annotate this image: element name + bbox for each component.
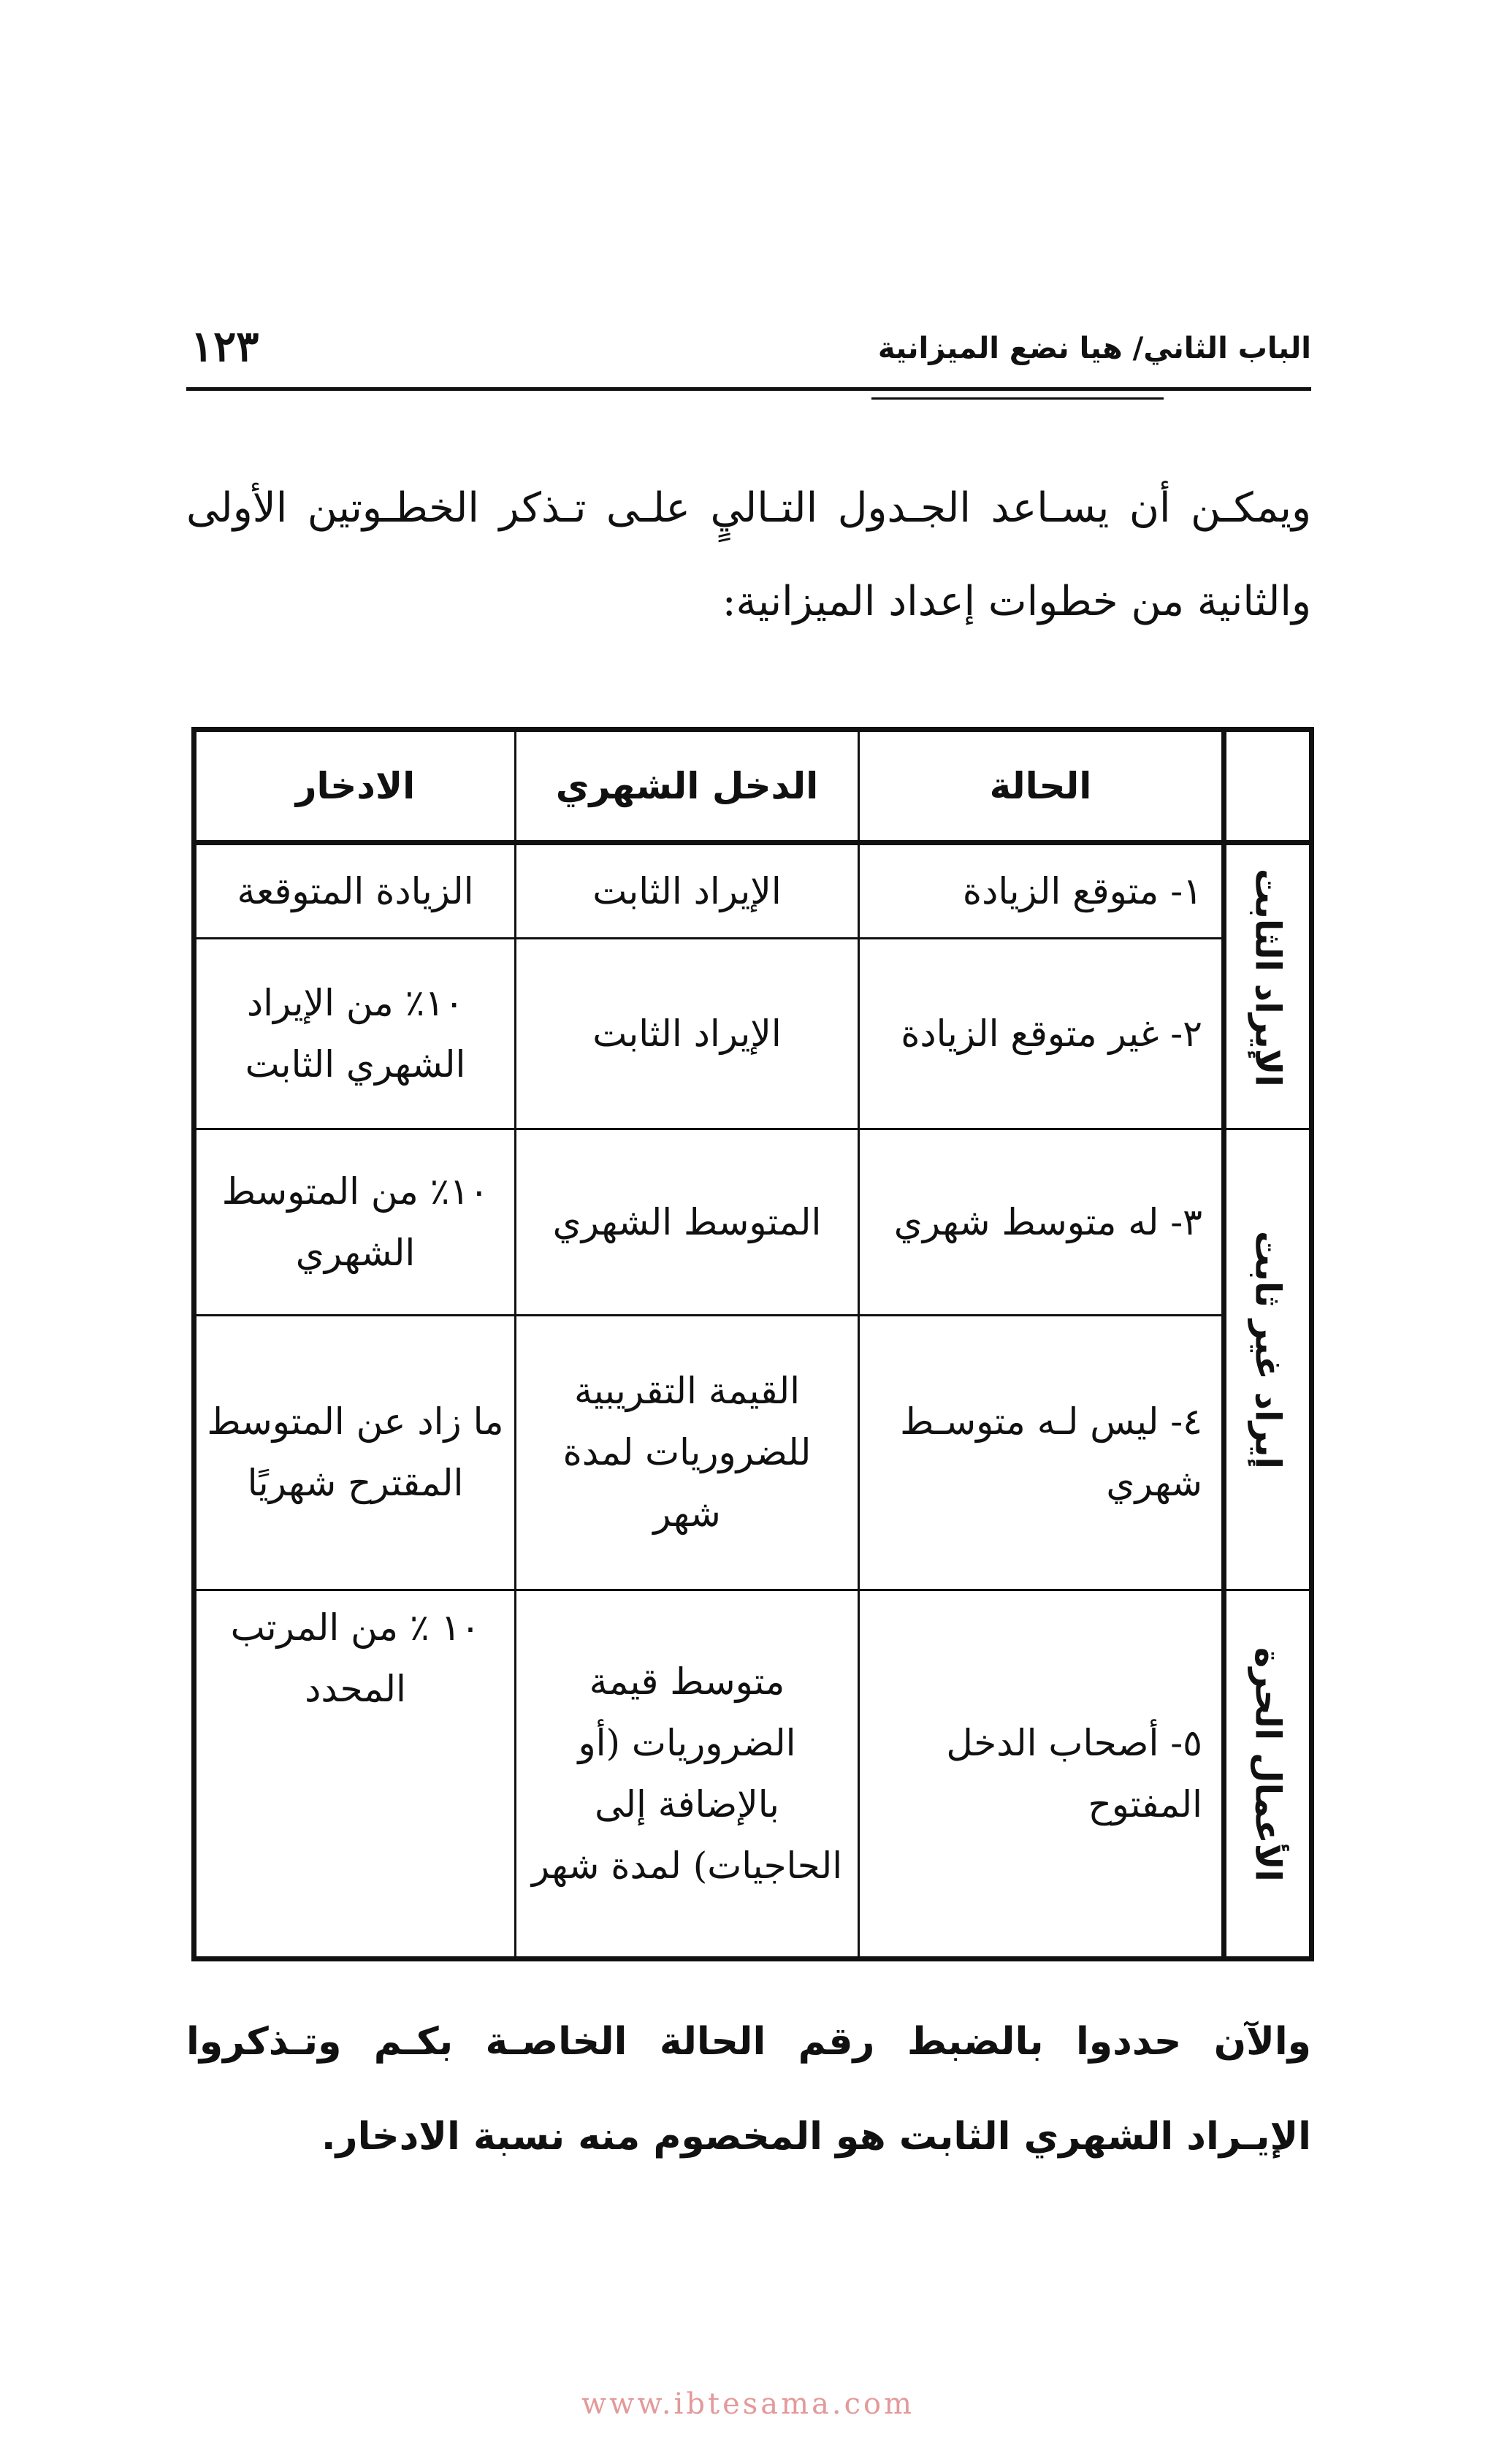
case-cell: ٣- له متوسط شهري [859,1129,1224,1316]
header-rule [186,387,1311,391]
income-cell: الإيراد الثابت [516,939,859,1129]
income-cell: متوسط قيمة الضروريات (أو بالإضافة إلى الحاجيات) لمدة شهر [516,1590,859,1958]
saving-column-header: الادخار [194,730,516,843]
saving-cell: ١٠ ٪ من المرتب المحدد [194,1590,516,1958]
table-row [194,1315,1312,1590]
running-head: الباب الثاني/ هيا نضع الميزانية [877,332,1311,365]
group-label: الإيراد الثابت [1247,868,1289,1087]
budget-table [191,727,1314,1961]
income-cell: الإيراد الثابت [516,843,859,939]
watermark: www.ibtesama.com [581,2387,915,2421]
case-column-header: الحالة [859,730,1224,843]
page-number: ١٢٣ [191,321,259,371]
group-cell-variable-income [1224,1129,1312,1590]
saving-cell: ما زاد عن المتوسط المقترح شهريًا [194,1315,516,1590]
saving-cell: ١٠٪ من الإيراد الشهري الثابت [194,939,516,1129]
saving-cell: ١٠٪ من المتوسط الشهري [194,1129,516,1316]
header-rule-underline [871,397,1164,400]
group-label: الأعمال الحرة [1247,1647,1289,1882]
group-label: إيراد غير ثابت [1247,1231,1289,1470]
table-row [194,1590,1312,1958]
income-cell: القيمة التقريبية للضروريات لمدة شهر [516,1315,859,1590]
table-row [194,1129,1312,1316]
group-cell-freelance [1224,1590,1312,1958]
table-row [194,939,1312,1129]
case-cell: ٥- أصحاب الدخل المفتوح [859,1590,1224,1958]
page-header [186,321,1311,387]
group-column-header [1224,730,1312,843]
closing-paragraph: والآن حددوا بالضبط رقم الحالة الخاصـة بكـم وتـذكروا الإيـراد الشهري الثابت هو المخصوم منه نسبة الادخار. [186,2020,1311,2159]
case-cell: ٤- ليس لـه متوسـط شهري [859,1315,1224,1590]
group-cell-fixed-income [1224,843,1312,1129]
income-column-header: الدخل الشهري [516,730,859,843]
saving-cell: الزيادة المتوقعة [194,843,516,939]
intro-paragraph: ويمكـن أن يسـاعد الجـدول التـاليٍ علـى تـذكر الخطـوتين الأولى والثانية من خطوات إعداد الميزانية: [186,484,1311,625]
table-row [194,843,1312,939]
income-cell: المتوسط الشهري [516,1129,859,1316]
table-header-row [194,730,1312,843]
case-cell: ٢- غير متوقع الزيادة [859,939,1224,1129]
case-cell: ١- متوقع الزيادة [859,843,1224,939]
